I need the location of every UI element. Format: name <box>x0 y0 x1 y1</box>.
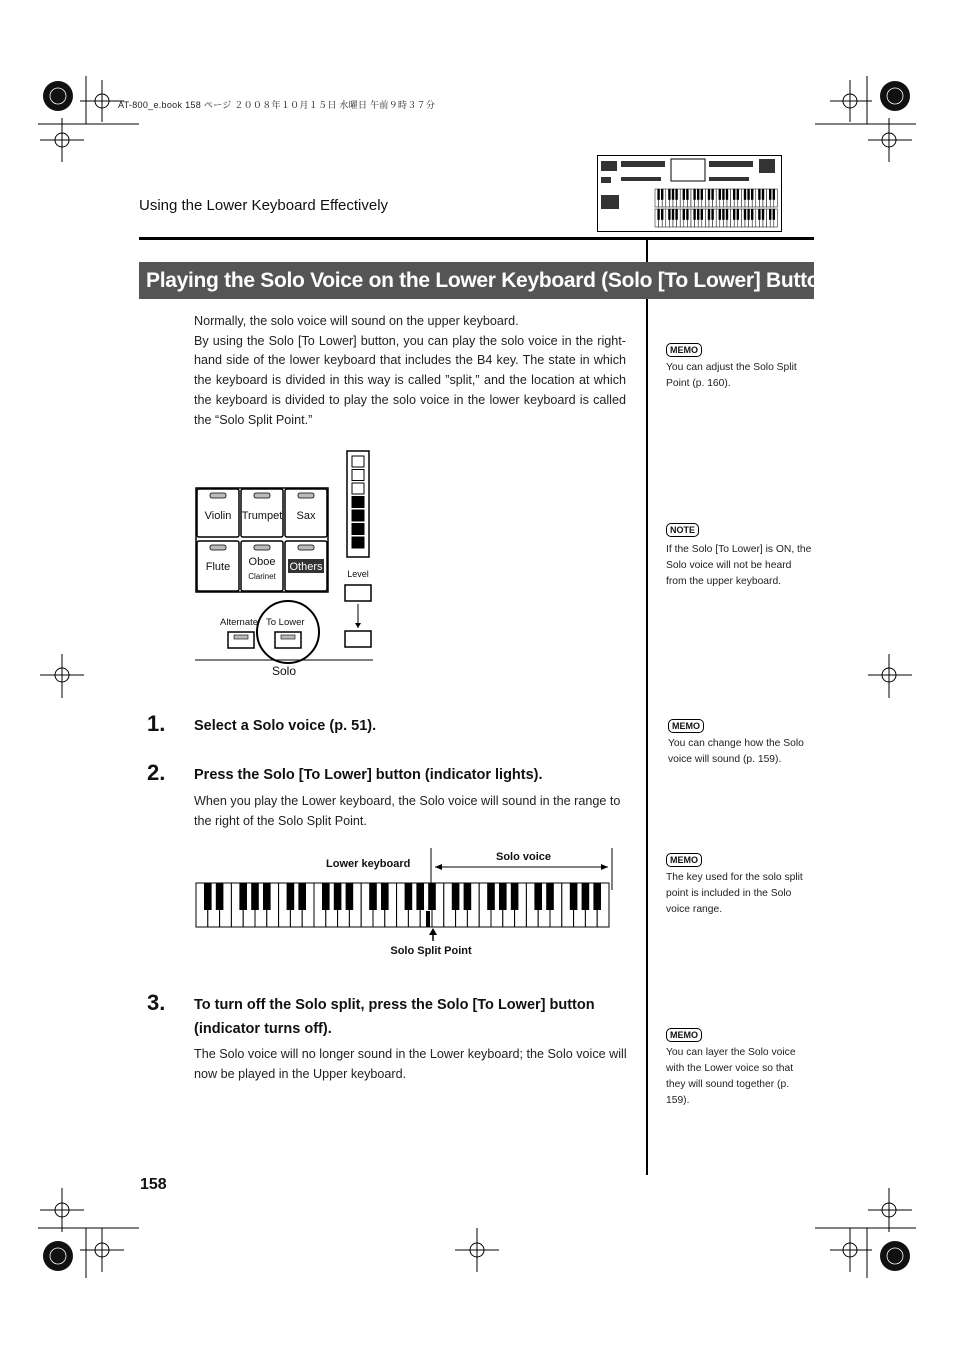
column-rule <box>646 240 648 1175</box>
black-key <box>487 883 495 910</box>
black-key <box>570 883 578 910</box>
black-key <box>298 883 306 910</box>
black-key <box>287 883 295 910</box>
black-key <box>216 883 224 910</box>
black-key <box>534 883 542 910</box>
to-lower-label: To Lower <box>266 617 305 628</box>
page-title: Playing the Solo Voice on the Lower Keyboard (Solo [To Lower] Button) <box>139 262 814 299</box>
black-key <box>511 883 519 910</box>
sidebar-note-1 <box>666 340 806 392</box>
sidebar-note-5 <box>666 1025 798 1109</box>
violin-button: Violin <box>204 510 232 522</box>
black-key <box>346 883 354 910</box>
memo-icon: MEMO <box>666 1028 702 1042</box>
split-point-label: Solo Split Point <box>390 945 472 957</box>
step-1-number: 1. <box>147 711 166 736</box>
black-key <box>369 883 377 910</box>
step-2-body: When you play the Lower keyboard, the Solo voice will sound in the range to the right of the Solo Split Point. <box>194 794 621 828</box>
keyboard-split-diagram <box>194 845 618 965</box>
header-rule <box>139 237 814 240</box>
page-number: 158 <box>140 1176 167 1193</box>
memo-icon: MEMO <box>668 719 704 733</box>
print-header: AT-800_e.book 158 ページ ２００８年１０月１５日 水曜日 午前９時３７分 <box>118 100 436 110</box>
section-title: Using the Lower Keyboard Effectively <box>139 197 389 214</box>
black-key <box>405 883 413 910</box>
others-button: Others <box>289 561 323 573</box>
sidebar-note-text: You can change how the Solo voice will sound (p. 159). <box>668 738 804 765</box>
lower-keyboard-label: Lower keyboard <box>326 858 411 870</box>
sidebar-note-text: You can adjust the Solo Split Point (p. 160). <box>666 362 797 389</box>
black-key <box>381 883 389 910</box>
intro-line1: Normally, the solo voice will sound on the upper keyboard. <box>194 314 519 328</box>
black-key <box>546 883 554 910</box>
black-key <box>464 883 472 910</box>
black-key <box>428 883 436 910</box>
sidebar-note-text: If the Solo [To Lower] is ON, the Solo voice will not be heard from the upper keyboard. <box>666 544 812 587</box>
oboe-button: Oboe <box>248 556 276 568</box>
alternate-label: Alternate <box>220 617 259 628</box>
black-key <box>263 883 271 910</box>
solo-panel-diagram <box>190 448 380 683</box>
black-key <box>452 883 460 910</box>
black-key <box>416 883 424 910</box>
step-3-body: The Solo voice will no longer sound in the Lower keyboard; the Solo voice will now be played in the Upper keyboard. <box>194 1047 627 1081</box>
organ-thumbnail-icon <box>597 155 782 232</box>
step-2-title: Press the Solo [To Lower] button (indicator lights). <box>194 767 543 783</box>
black-key <box>322 883 330 910</box>
sidebar-note-2 <box>666 520 814 590</box>
step-1-title: Select a Solo voice (p. 51). <box>194 718 377 734</box>
step-3-title: To turn off the Solo split, press the Solo [To Lower] button (indicator turns off). <box>194 997 595 1037</box>
step-2-number: 2. <box>147 760 166 785</box>
sax-button: Sax <box>296 510 316 522</box>
trumpet-button: Trumpet <box>241 510 283 522</box>
black-key <box>582 883 590 910</box>
level-label: Level <box>347 569 369 579</box>
black-key <box>204 883 212 910</box>
intro-text <box>194 312 626 430</box>
sidebar-note-text: The key used for the solo split point is included in the Solo voice range. <box>666 872 803 915</box>
memo-icon: MEMO <box>666 853 702 867</box>
flute-button: Flute <box>205 561 231 573</box>
black-key <box>499 883 507 910</box>
clarinet-label: Clarinet <box>248 572 276 581</box>
black-key <box>334 883 342 910</box>
solo-voice-label: Solo voice <box>496 851 552 863</box>
black-key <box>251 883 259 910</box>
memo-icon: MEMO <box>666 343 702 357</box>
solo-label: Solo <box>271 664 297 678</box>
intro-line2: By using the Solo [To Lower] button, you can play the solo voice in the right-hand side of the lower keyboard that includes the B4 key. The state in which the keyboard is divided in this way is called ”split,” and the location at which the keyboard is divided to play the solo voice in the lower keyboard is called the “Solo Split Point.” <box>194 333 626 427</box>
black-key <box>593 883 601 910</box>
sidebar-note-4 <box>666 850 808 918</box>
black-key <box>239 883 247 910</box>
note-icon: NOTE <box>666 523 699 537</box>
step-3-number: 3. <box>147 990 166 1015</box>
sidebar-note-text: You can layer the Solo voice with the Lower voice so that they will sound together (p. 159). <box>666 1047 796 1106</box>
sidebar-note-3 <box>668 716 810 768</box>
